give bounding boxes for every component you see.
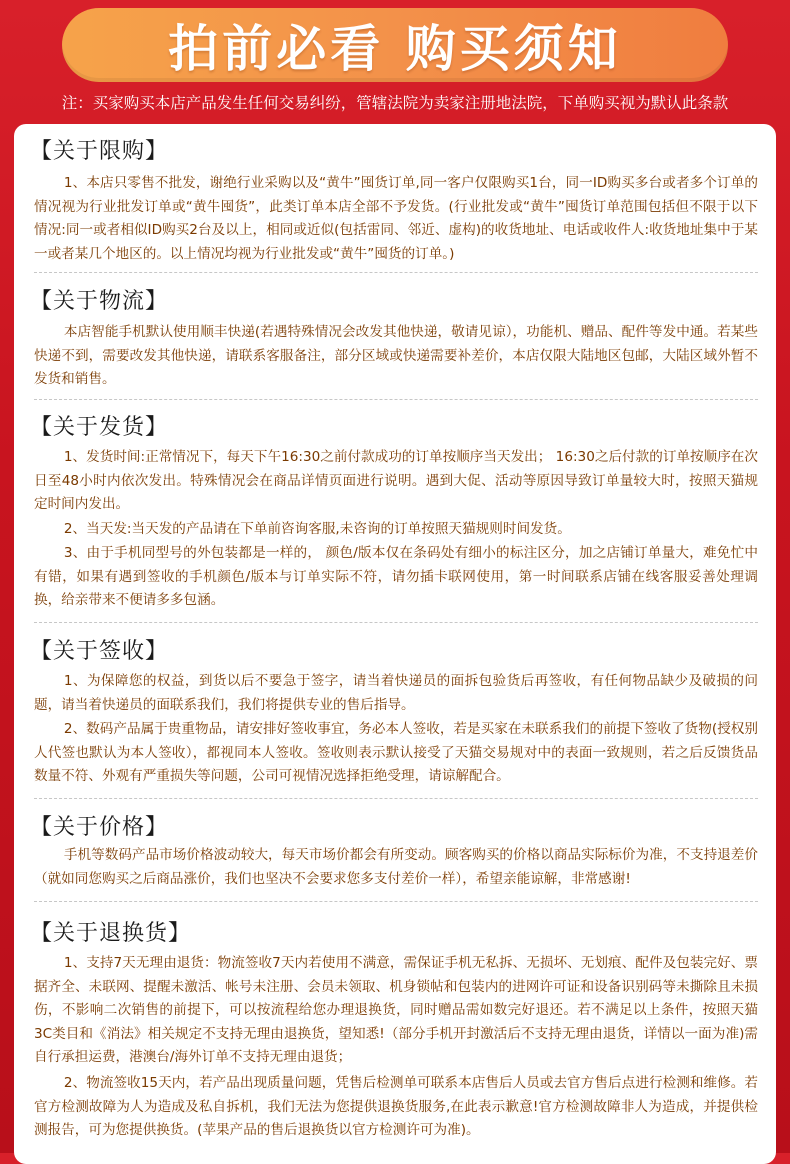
section-heading-price: 【关于价格】 <box>30 815 169 840</box>
section-paragraph: 1、发货时间:正常情况下，每天下午16:30之前付款成功的订单按顺序当天发出； 16:30之后付款的订单按顺序在次日至48小时内依次发出。特殊情况会在商品详情页面进行说明。遇到大促、活动等原因导致订单量较大时，按照天猫规定时间内发出。 <box>34 449 758 512</box>
section-paragraph: 1、本店只零售不批发，谢绝行业采购以及“黄牛”囤货订单,同一客户仅限购买1台，同一ID购买多台或者多个订单的情况视为行业批发订单或“黄牛囤货”，此类订单本店全部不予发货。(行业批发或“黄牛”囤货订单范围包括但不限于以下情况:同一或者相似ID购买2台及以上，相同或近似(包括雷同、邻近、虚构)的收货地址、电话或收件人:收货地址集中于某一或者某几个地区的。以上情况均视为行业批发或“黄牛”囤货的订单。) <box>34 175 758 262</box>
section-paragraph: 3、由于手机同型号的外包装都是一样的， 颜色/版本仅在条码处有细小的标注区分，加之店铺订单量大，难免忙中有错，如果有遇到签收的手机颜色/版本与订单实际不符，请勿插卡联网使用，第一时间联系店铺在线客服妥善处理调换，给亲带来不便请多多包涵。 <box>34 545 758 608</box>
section-paragraph: 2、当天发:当天发的产品请在下单前咨询客服,未咨询的订单按照天猫规则时间发货。 <box>63 521 571 537</box>
section-divider <box>34 399 758 400</box>
section-paragraph: 1、支持7天无理由退货：物流签收7天内若使用不满意，需保证手机无私拆、无损坏、无划痕、配件及包装完好、票据齐全、未联网、提醒未激活、帐号未注册、会员未领取、机身锁帖和包装内的进网许可证和设备识别码等未撕除且未损伤，不影响二次销售的前提下，可以按流程给您办理退换货，同时赠品需如数完好退还。若不满足以上条件，按照天猫3C类目和《消法》相关规定不支持无理由退换货，望知悉!（部分手机开封激活后不支持无理由退货，详情以一面为准)需自行承担运费，港澳台/海外订单不支持无理由退货； <box>34 955 758 1065</box>
legal-notice: 注：买家购买本店产品发生任何交易纠纷，管辖法院为卖家注册地法院，下单购买视为默认此条款 <box>61 94 729 112</box>
banner <box>62 8 728 82</box>
section-divider <box>34 798 758 799</box>
section-heading-logistics: 【关于物流】 <box>30 289 169 314</box>
section-paragraph: 手机等数码产品市场价格波动较大，每天市场价都会有所变动。顾客购买的价格以商品实际标价为准，不支持退差价（就如同您购买之后商品涨价，我们也坚决不会要求您多支付差价一样），希望亲能谅解，非常感谢! <box>34 847 758 887</box>
section-paragraph: 2、数码产品属于贵重物品，请安排好签收事宜，务必本人签收，若是买家在未联系我们的前提下签收了货物(授权别人代签也默认为本人签收），都视同本人签收。签收则表示默认接受了天猫交易规对中的表面一致规则，若之后反馈货品数量不符、外观有严重损失等问题，公司可视情况选择拒绝受理，请谅解配合。 <box>34 721 758 784</box>
section-heading-receipt: 【关于签收】 <box>30 639 169 664</box>
banner-title: 拍前必看 购买须知 <box>168 20 622 78</box>
section-paragraph: 2、物流签收15天内，若产品出现质量问题，凭售后检测单可联系本店售后人员或去官方售后点进行检测和维修。若官方检测故障为人为造成及私自拆机，我们无法为您提供退换货服务,在此表示歉意!官方检测故障非人为造成，并提供检测报告，可为您提供换货。(苹果产品的售后退换货以官方检测许可为准)。 <box>34 1075 758 1138</box>
section-divider <box>34 901 758 902</box>
section-heading-shipping: 【关于发货】 <box>30 415 169 440</box>
section-paragraph: 本店智能手机默认使用顺丰快递(若遇特殊情况会改发其他快递，敬请见谅），功能机、赠品、配件等发中通。若某些快递不到，需要改发其他快递，请联系客服备注，部分区域或快递需要补差价，本店仅限大陆地区包邮，大陆区域外暂不发货和销售。 <box>34 324 758 387</box>
section-divider <box>34 622 758 623</box>
section-heading-returns: 【关于退换货】 <box>30 921 192 946</box>
section-heading-purchase-limit: 【关于限购】 <box>30 139 169 164</box>
section-paragraph: 1、为保障您的权益，到货以后不要急于签字，请当着快递员的面拆包验货后再签收，有任何物品缺少及破损的问题，请当着快递员的面联系我们，我们将提供专业的售后指导。 <box>34 673 758 713</box>
notice-card <box>14 124 776 1164</box>
section-divider <box>34 272 758 273</box>
